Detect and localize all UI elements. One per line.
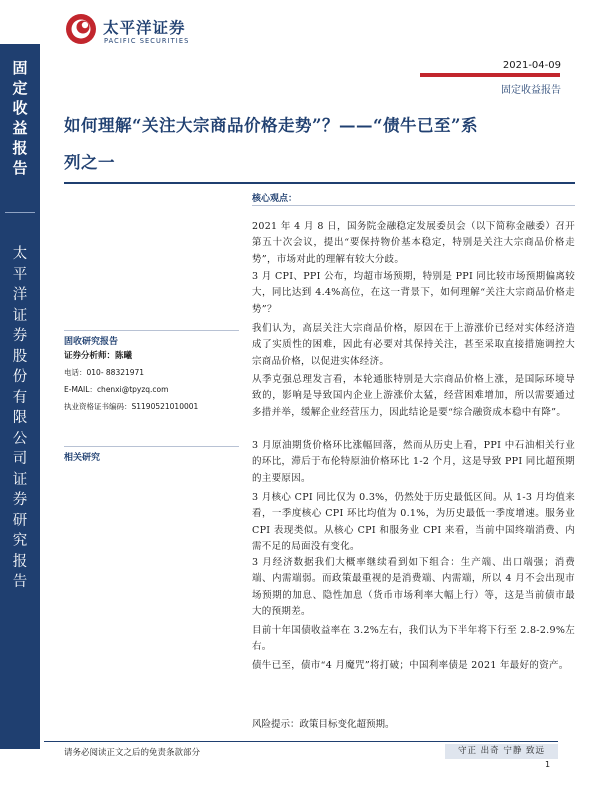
paragraph-9: 债牛已至，债市“4 月魔咒”将打破；中国利率债是 2021 年最好的资产。 [252, 660, 569, 671]
footer-motto: 守正 出奇 宁静 致远 [445, 744, 558, 759]
analyst-name: 陈曦 [115, 351, 133, 361]
analyst-license [64, 401, 198, 412]
sidebar-company-label: 太 平 洋 证 券 股 份 有 限 公 司 证 券 研 究 报 告 [12, 246, 28, 590]
report-category: 固定收益报告 [501, 85, 561, 96]
paragraph-2: 3 月 CPI、PPI 公布，均超市场预期，特别是 PPI 同比较市场预期偏离较大，同比达到 4.4%高位，在这一背景下，如何理解“关注大宗商品价格走势”？ [252, 271, 575, 315]
sidebar-report-type: 固 定 收 益 报 告 [12, 59, 28, 177]
core-views-divider [252, 205, 575, 206]
paragraph-8: 目前十年国债收益率在 3.2%左右，我们认为下半年将下行至 2.8-2.9%左右。 [252, 625, 575, 653]
license-label: 执业资格证书编码： [64, 402, 132, 411]
paragraph-6: 3 月核心 CPI 同比仅为 0.3%，仍然处于历史最低区间。从 1-3 月均值来看，一季度核心 CPI 环比均值为 0.1%，为历史最低一季度增速。服务业 CPI 表现类似。从核心 CPI 和服务业 CPI 来看，当前中国终端消费、内需不足的局面没有变化。 [252, 492, 575, 552]
paragraph-4: 从季克强总理发言看，本轮通胀特别是大宗商品价格上涨，是国际环境导致的，影响是导致国内企业上游涨价太猛，经营困难增加，所以需要通过多措并举，缓解企业经营压力，因此结论是要“综合融资成本稳中有降”。 [252, 374, 575, 418]
report-title [64, 107, 534, 181]
related-research-heading: 相关研究 [64, 453, 101, 463]
phone-value: 010- 88321971 [86, 368, 145, 377]
paragraph-1: 2021 年 4 月 8 日，国务院金融稳定发展委员会（以下简称金融委）召开第五十次会议，提出“要保持物价基本稳定，特别是关注大宗商品价格走势”，市场对此的理解有较大分歧。 [252, 221, 575, 265]
footer-disclaimer: 请务必阅读正文之后的免责条款部分 [64, 748, 201, 758]
analyst-phone [64, 367, 144, 378]
logo-mark-icon [64, 12, 98, 46]
logo-text-cn: 太平洋证券 [103, 19, 186, 37]
report-title-line-1: 如何理解“关注大宗商品价格走势”？——“债牛已至”系 [64, 116, 478, 135]
header-accent-bar [420, 73, 560, 77]
analyst-line [64, 349, 132, 361]
paragraph-7: 3 月经济数据我们大概率继续看到如下组合：生产端、出口端强；消费端、内需端弱。而政策最重视的是消费端、内需端，所以 4 月不会出现市场预期的加息、隐性加息（货币市场利率大幅上行）等，这是当前债市最大的预期差。 [252, 557, 575, 617]
email-value[interactable]: chenxi@tpyzq.com [96, 385, 169, 394]
analyst-label: 证券分析师： [64, 351, 116, 361]
left-divider-top [64, 330, 239, 331]
risk-warning: 风险提示：政策目标变化超预期。 [252, 719, 395, 730]
report-title-line-2: 列之一 [64, 153, 115, 172]
report-date: 2021-04-09 [502, 60, 561, 71]
license-value: S1190521010001 [131, 402, 199, 411]
left-divider-bottom [64, 446, 239, 447]
page-number: 1 [545, 760, 551, 769]
logo-text-en: PACIFIC SECURITIES [104, 37, 190, 45]
paragraph-5: 3 月原油期货价格环比涨幅回落，然而从历史上看，PPI 中石油相关行业的环比，滞后于布伦特原油价格环比 1-2 个月，这是导致 PPI 同比超预期的主要原因。 [252, 440, 575, 484]
section-company-heading: 固收研究报告 [64, 337, 119, 347]
sidebar-divider [5, 212, 35, 213]
title-divider [64, 182, 575, 184]
company-logo [64, 10, 254, 50]
paragraph-3: 我们认为，高层关注大宗商品价格，原因在于上游涨价已经对实体经济造成了实质性的困难，因此有必要对其保持关注，甚至采取直接措施调控大宗商品价格，以促进实体经济。 [252, 323, 575, 367]
analyst-email [64, 384, 168, 395]
email-label: E-MAIL： [64, 385, 97, 394]
core-views-heading: 核心观点： [252, 194, 298, 204]
sidebar [0, 44, 40, 749]
phone-label: 电话： [64, 368, 87, 377]
footer-divider [44, 741, 558, 742]
